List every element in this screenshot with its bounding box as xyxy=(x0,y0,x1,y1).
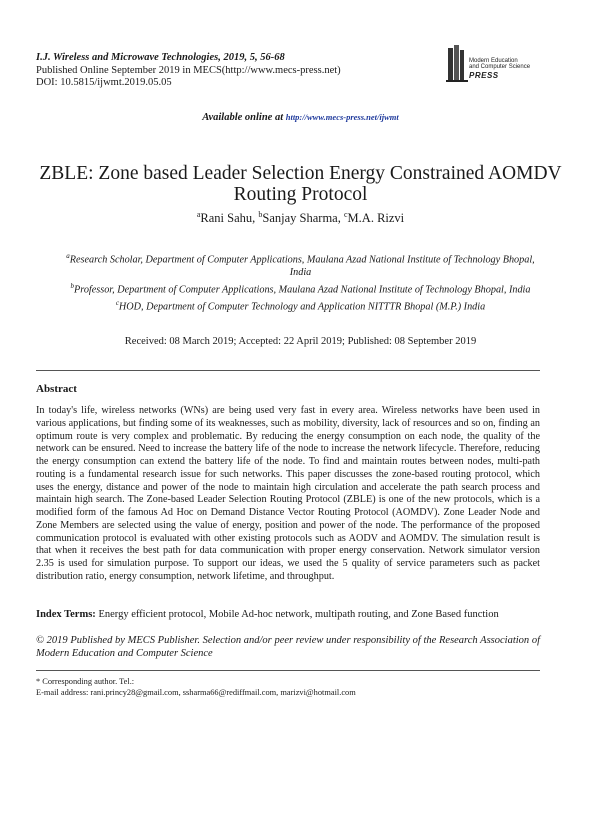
available-label: Available online at xyxy=(202,112,286,123)
logo-line1: Modern Education xyxy=(469,58,518,64)
affiliation-text: Research Scholar, Department of Computer Applications, Maulana Azad National Institute of Technology Bhopal, India xyxy=(69,254,535,279)
journal-header xyxy=(36,52,341,90)
affiliations xyxy=(56,250,545,314)
journal-issue: 2019, 5, 56-68 xyxy=(220,52,285,63)
abstract-body: In today's life, wireless networks (WNs) are being used very fast in every area. Wireless networks have been used in various applications, but finding some of its weaknesses, such as mobility, diversity, lack of resources and so on, finding an optimum route is very complex and problematic. By reducing the energy consumption on each node, the quality of the network can be ensured. Need to increase the battery life of the node to increase the network lifecycle. Therefore, reducing the energy consumption can extend the battery life of the node. To find and maintain routes between nodes, multi-path routing is a fundamental research issue for such networks. This paper discusses the zone-based routing protocol, which uses the energy, distance and power of the node to maintain high circulation and accelerate the path search process and maintain high search. The Zone-based Leader Selection Routing Protocol (ZBLE) is one of the new protocols, which is a modified form of the famous Ad Hoc on Demand Distance Vector Routing Protocol (AOMDV). Zone Leader Node and Zone Members are selected using the value of energy, position and power of the node. The performance of the proposed communication protocol is evaluated with other existing protocols such as AODV and AOMDV. The simulation result is that when it receives the best path for data communication with proper energy conservation. Network simulator version 2.35 is used for simulation purpose. To support our ideas, we used the 5 quality of service parameters such as packet distribution ratio, energy consumption, network lifetime, and throughput. xyxy=(36,405,540,582)
book-stack-icon xyxy=(446,44,470,84)
author-sup: b xyxy=(258,210,263,219)
corresponding-author: * Corresponding author. Tel.: xyxy=(36,677,135,686)
published-online: Published Online September 2019 in MECS(http://www.mecs-press.net) xyxy=(36,64,341,76)
index-terms xyxy=(36,609,540,620)
affiliation-text: Professor, Department of Computer Applications, Maulana Azad National Institute of Technology Bhopal, India xyxy=(74,284,531,296)
index-terms-text: Energy efficient protocol, Mobile Ad-hoc network, multipath routing, and Zone Based function xyxy=(95,609,499,620)
author-name: Sanjay Sharma, xyxy=(262,211,344,226)
affiliation-item xyxy=(56,280,545,297)
author-name: M.A. Rizvi xyxy=(347,211,405,226)
author-sup: a xyxy=(196,210,201,219)
copyright-notice: © 2019 Published by MECS Publisher. Selection and/or peer review under responsibility of the Research Association of Modern Education and Computer Science xyxy=(36,635,540,659)
affiliation-sup: c xyxy=(115,299,119,308)
journal-url-link[interactable]: http://www.mecs-press.net/ijwmt xyxy=(285,112,399,122)
available-online xyxy=(0,112,601,123)
affiliation-text: HOD, Department of Computer Technology and Application NITTTR Bhopal (M.P.) India xyxy=(118,301,486,313)
logo-press: PRESS xyxy=(469,71,499,80)
author-sup: c xyxy=(343,210,348,219)
doi: DOI: 10.5815/ijwmt.2019.05.05 xyxy=(36,77,172,89)
author-name: Rani Sahu, xyxy=(200,211,259,226)
affiliation-item xyxy=(56,297,545,314)
author-list xyxy=(0,210,601,226)
paper-title xyxy=(30,163,571,205)
footnote xyxy=(36,677,356,698)
publication-dates: Received: 08 March 2019; Accepted: 22 April 2019; Published: 08 September 2019 xyxy=(124,336,477,347)
divider xyxy=(36,670,540,671)
logo-line2: and Computer Science xyxy=(469,64,531,71)
abstract-heading: Abstract xyxy=(36,383,77,395)
affiliation-sup: a xyxy=(66,252,70,260)
affiliation-item xyxy=(56,250,545,280)
affiliation-sup: b xyxy=(70,281,75,290)
divider xyxy=(36,370,540,371)
title-line2: Routing Protocol xyxy=(233,184,368,205)
publisher-logo xyxy=(446,38,556,88)
email-addresses: E-mail address: rani.princy28@gmail.com, ssharma66@rediffmail.com, marizvi@hotmail.com xyxy=(36,687,356,697)
journal-name: I.J. Wireless and Microwave Technologies, xyxy=(36,52,221,63)
title-line1: ZBLE: Zone based Leader Selection Energy Constrained AOMDV xyxy=(39,163,562,184)
index-terms-label: Index Terms: xyxy=(36,609,96,620)
